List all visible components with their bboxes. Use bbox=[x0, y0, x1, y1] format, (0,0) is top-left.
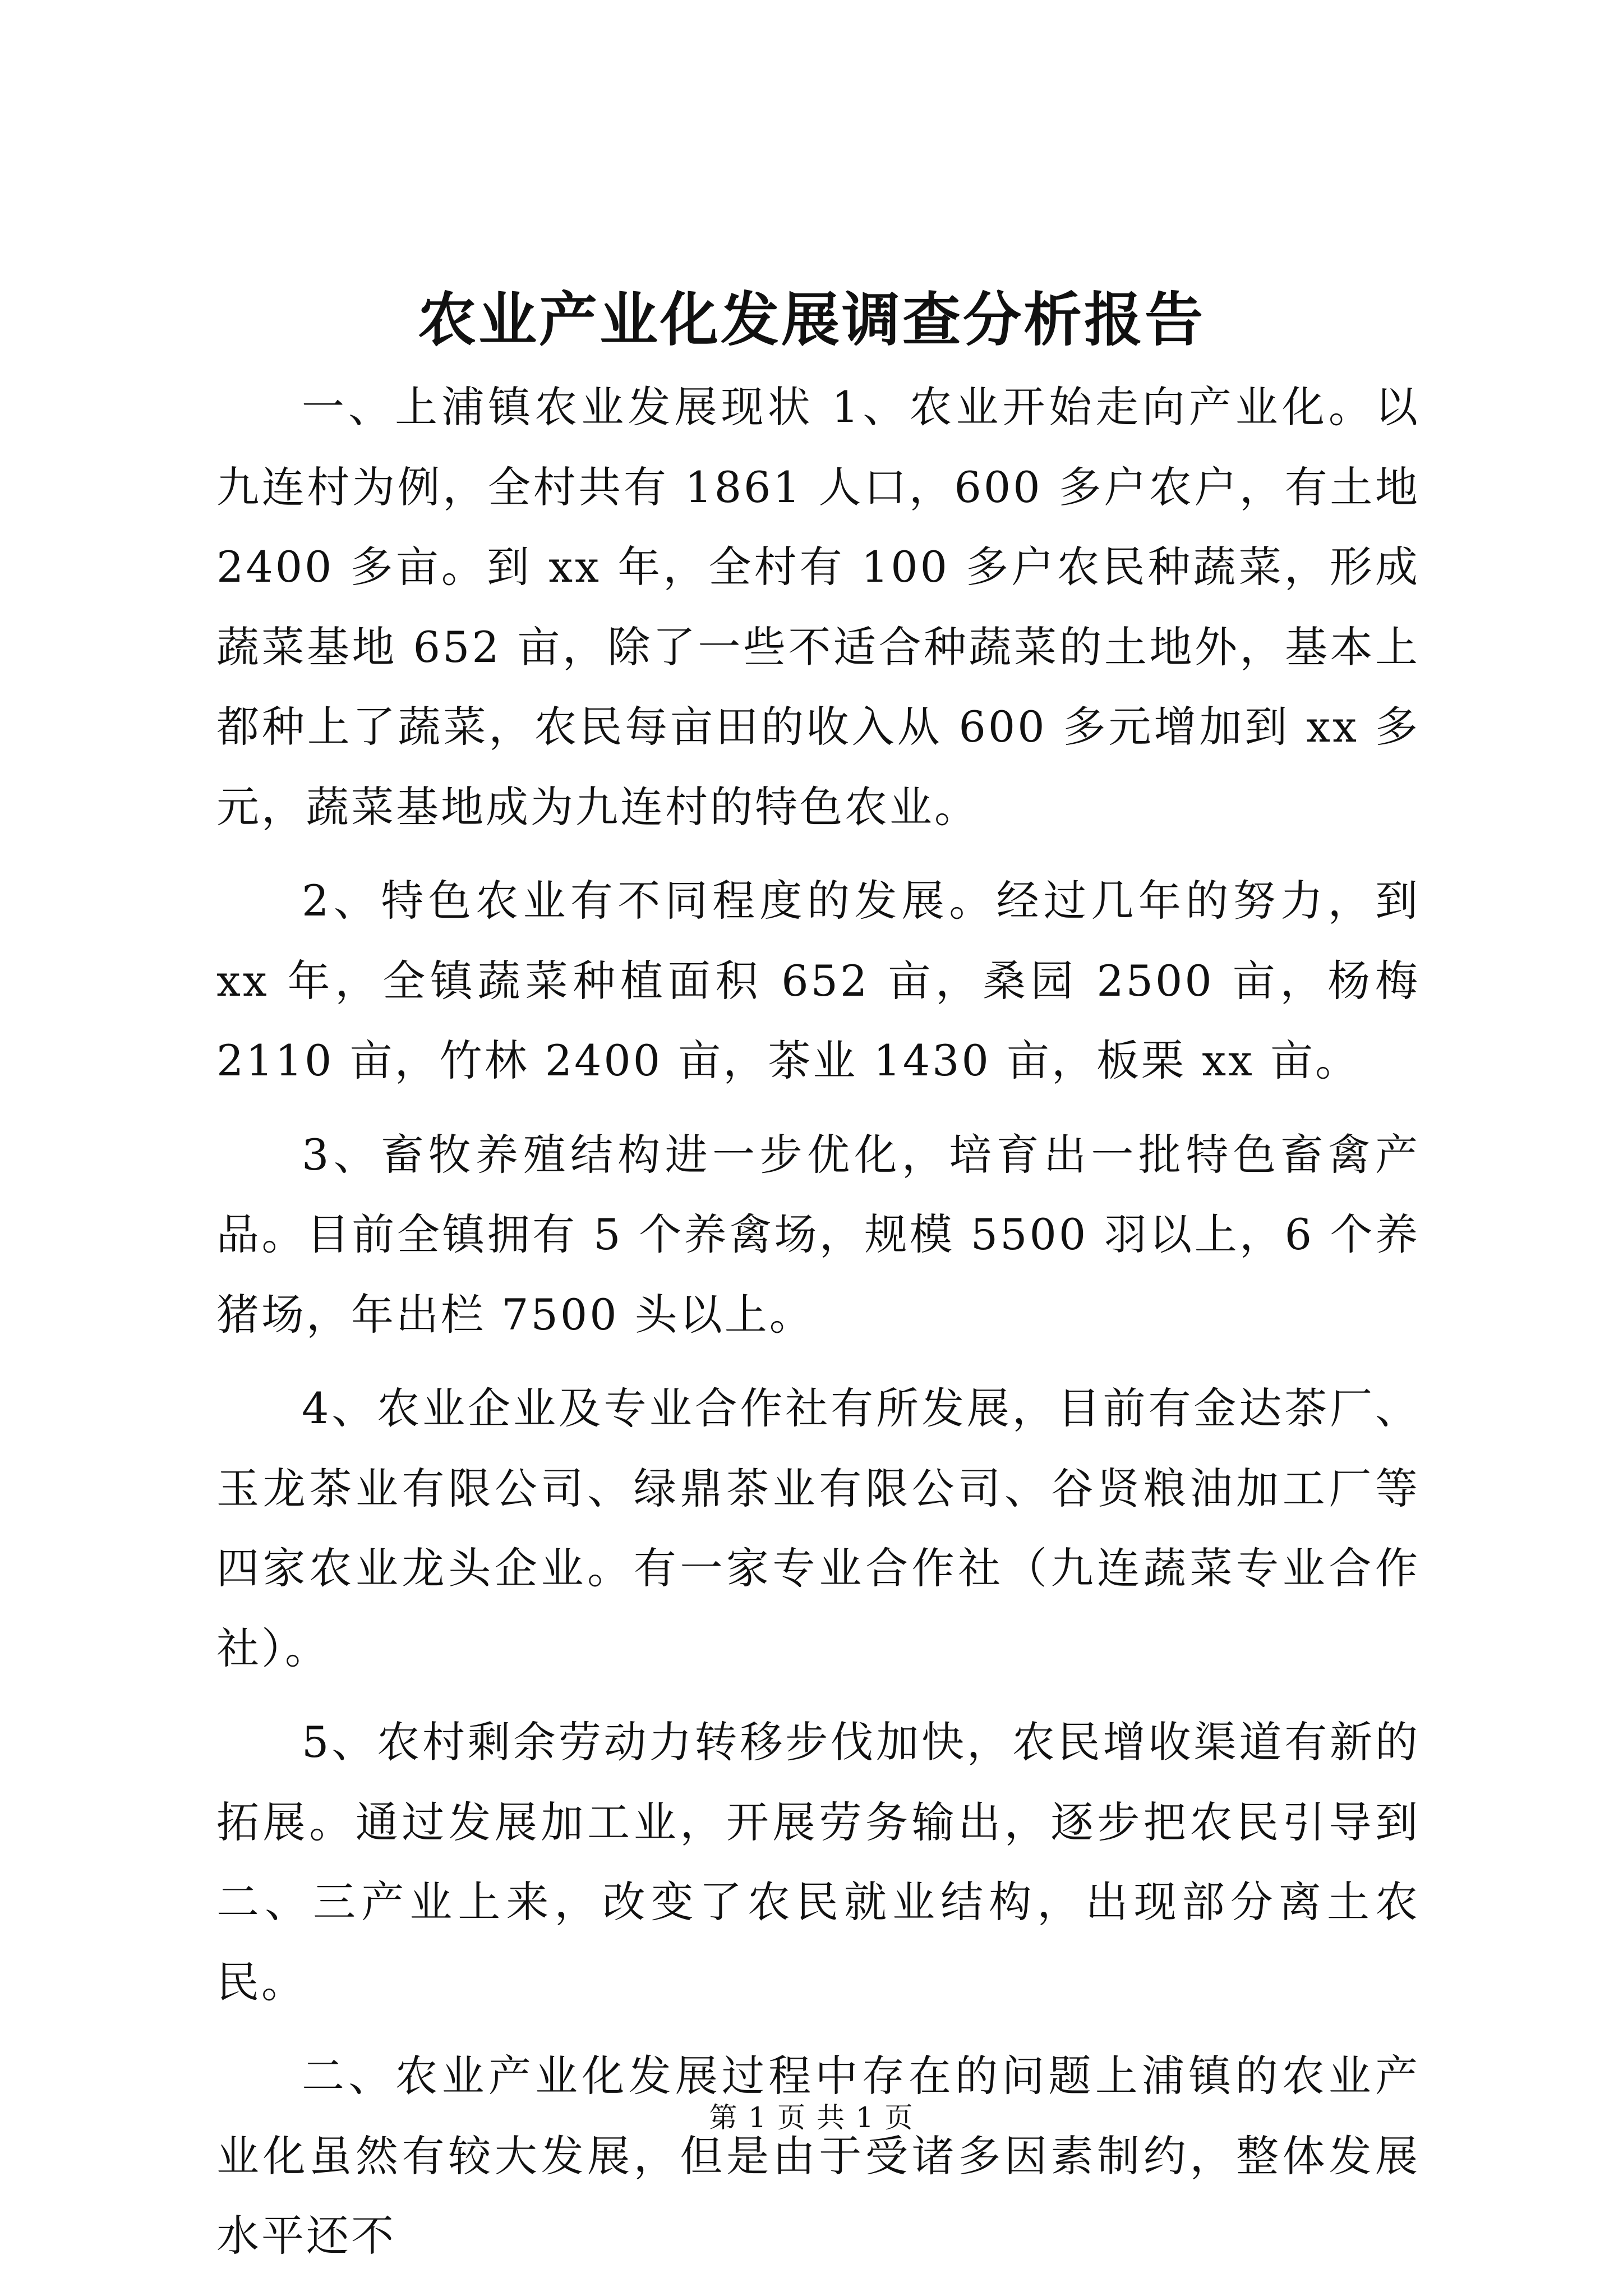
document-body bbox=[216, 367, 1420, 2290]
paragraph-section-2: 二、农业产业化发展过程中存在的问题上浦镇的农业产业化虽然有较大发展，但是由于受诸多因素制约，整体发展水平还不 bbox=[216, 2051, 1420, 2261]
document-title: 农业产业化发展调查分析报告 bbox=[417, 285, 1205, 354]
paragraph-item-3: 3、畜牧养殖结构进一步优化，培育出一批特色畜禽产品。目前全镇拥有 5 个养禽场，规模 5500 羽以上，6 个养猪场，年出栏 7500 头以上。 bbox=[216, 1129, 1420, 1340]
paragraph-item-2: 2、特色农业有不同程度的发展。经过几年的努力，到 xx 年，全镇蔬菜种植面积 652 亩，桑园 2500 亩，杨梅 2110 亩，竹林 2400 亩，茶业 1430 亩，板栗 xx 亩。 bbox=[216, 876, 1420, 1085]
page-number-footer: 第 1 页 共 1 页 bbox=[709, 2101, 914, 2134]
paragraph-item-4: 4、农业企业及专业合作社有所发展，目前有金达茶厂、玉龙茶业有限公司、绿鼎茶业有限公司、谷贤粮油加工厂等四家农业龙头企业。有一家专业合作社（九连蔬菜专业合作社）。 bbox=[216, 1383, 1420, 1673]
paragraph-item-5: 5、农村剩余劳动力转移步伐加快，农民增收渠道有新的拓展。通过发展加工业，开展劳务输出，逐步把农民引导到二、三产业上来，改变了农民就业结构，出现部分离土农民。 bbox=[216, 1717, 1420, 2007]
paragraph-section-1-intro: 一、上浦镇农业发展现状 1、农业开始走向产业化。以九连村为例，全村共有 1861 人口，600 多户农户，有土地 2400 多亩。到 xx 年，全村有 100 多户农民种蔬菜，形成蔬菜基地 652 亩，除了一些不适合种蔬菜的土地外，基本上都种上了蔬菜，农民每亩田的收入从 600 多元增加到 xx 多元，蔬菜基地成为九连村的特色农业。 bbox=[216, 382, 1420, 832]
